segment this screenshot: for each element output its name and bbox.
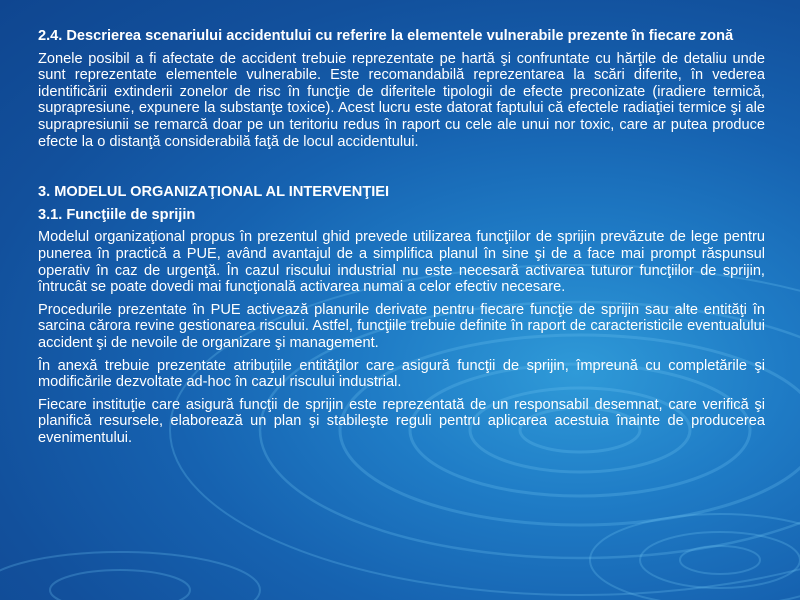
section-3-paragraph-2: Procedurile prezentate în PUE activează planurile derivate pentru fiecare funcţie de sprijin sau alte entităţi în sarcina cărora revine gestionarea riscului. Astfel, funcţiile trebuie definite în raport de caracteristicile eventualului accident şi de nevoile de organizare şi management.	[38, 301, 765, 351]
document-body	[38, 28, 765, 446]
section-3-paragraph-1: Modelul organizaţional propus în prezentul ghid prevede utilizarea funcţiilor de sprijin prevăzute de lege pentru punerea în practică a PUE, având avantajul de a simplifica planul în sine şi de a face mai prompt răspunsul operativ în caz de urgenţă. În cazul riscului industrial nu este necesară activarea tuturor funcţiilor de sprijin, întrucât se poate dovedi mai funcţională activarea numai a celor efectiv necesare.	[38, 229, 765, 296]
section-3-heading: 3. MODELUL ORGANIZAŢIONAL AL INTERVENŢIEI	[38, 184, 390, 201]
section-3-paragraph-3: În anexă trebuie prezentate atribuţiile entităţilor care asigură funcţii de sprijin, împreună cu completările şi modificările dezvoltate ad-hoc în cazul riscului industrial.	[38, 357, 765, 391]
section-2-4-paragraph: Zonele posibil a fi afectate de accident trebuie reprezentate pe hartă şi confruntate cu hărţile de detaliu unde sunt reprezentate elementele vulnerabile. Este recomandabilă reprezentarea la scări diferite, în vederea identificării extinderii zonelor de risc în funcţie de diferitele tipologii de efecte preconizate (iradiere termică, suprapresiune, expunere la substanţe toxice). Acest lucru este datorat faptului că efectele radiaţiei termice şi ale suprapresiunii se remarcă doar pe un teritoriu redus în raport cu cele ale unui nor toxic, care ar putea produce efecte la o distanţă considerabilă faţă de locul accidentului.	[38, 50, 765, 150]
spacer	[38, 150, 765, 184]
section-2-4-heading: 2.4. Descrierea scenariului accidentului cu referire la elementele vulnerabile prezente în fiecare zonă	[38, 28, 734, 44]
section-3-paragraph-4: Fiecare instituţie care asigură funcţii de sprijin este reprezentată de un responsabil desemnat, care verifică şi planifică resursele, elaborează un plan şi stabileşte reguli pentru aplicarea acestuia înainte de producerea evenimentului.	[38, 396, 765, 446]
section-3-1-subheading: 3.1. Funcţiile de sprijin	[38, 206, 196, 223]
